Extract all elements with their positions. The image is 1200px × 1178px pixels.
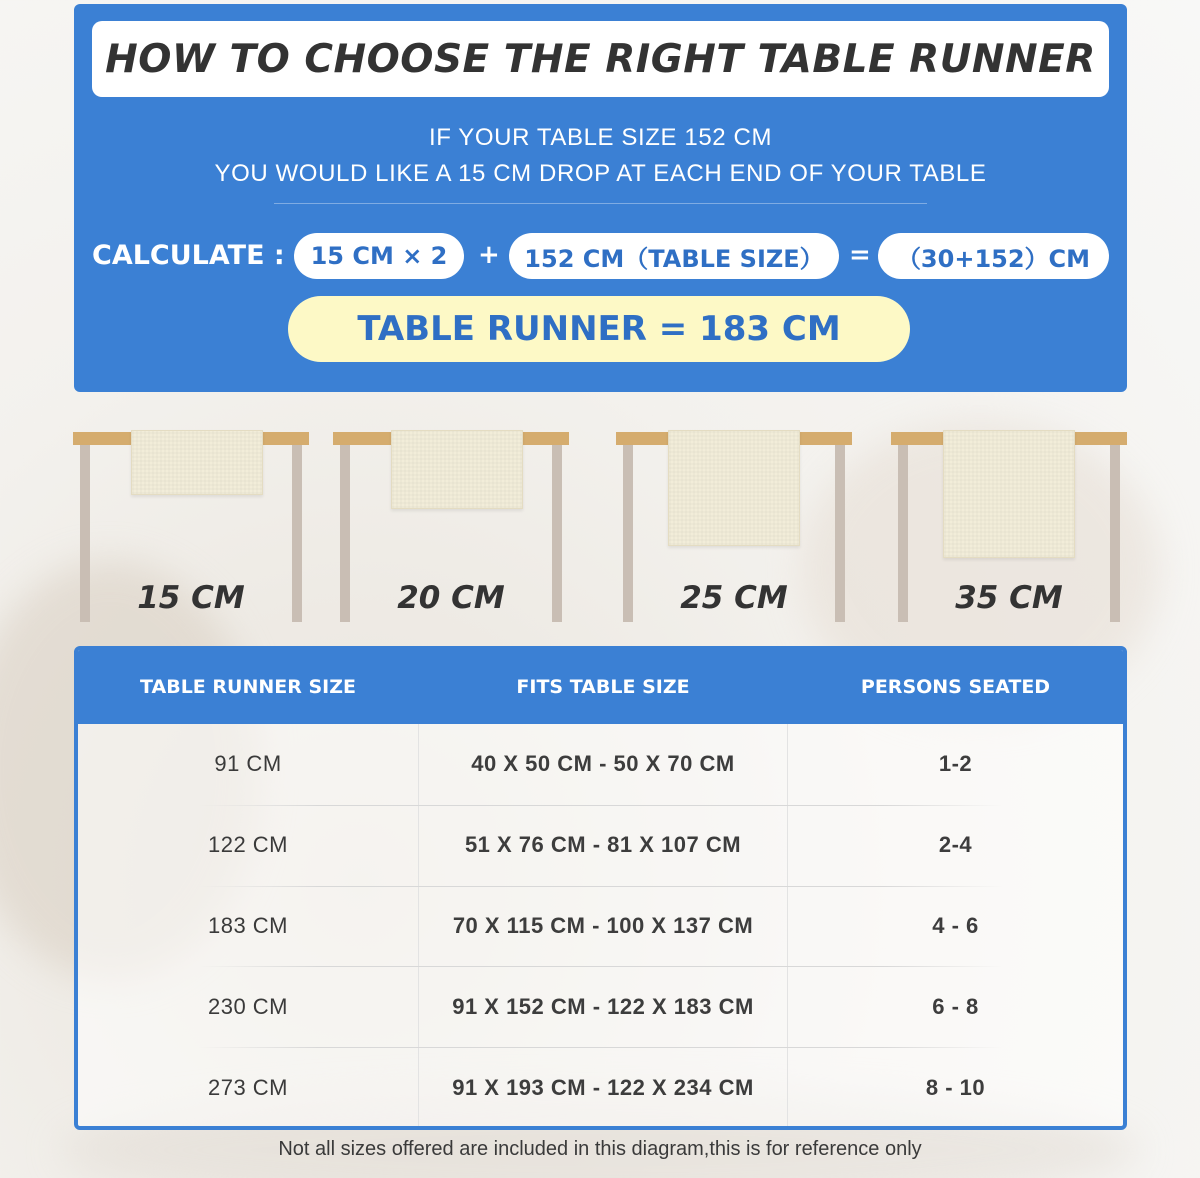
table-row [78, 966, 1123, 1047]
persons-cell: 6 - 8 [932, 993, 979, 1019]
header-runner-size: TABLE RUNNER SIZE [140, 676, 356, 698]
persons-cell: 1-2 [938, 751, 973, 777]
size-table [74, 646, 1127, 1130]
runner-drop [391, 430, 523, 509]
drop-label: 20 CM [397, 580, 505, 616]
drop-illustration-20 [333, 430, 569, 622]
header-fits-table-size: FITS TABLE SIZE [516, 676, 690, 698]
table-size-line: IF YOUR TABLE SIZE 152 CM [428, 124, 773, 151]
runner-drop [131, 430, 263, 495]
fits-size-cell: 91 X 152 CM - 122 X 183 CM [418, 966, 788, 1047]
persons-cell: 4 - 6 [932, 912, 979, 938]
runner-size-cell: 183 CM [207, 912, 289, 938]
persons-cell: 2-4 [938, 832, 973, 858]
result-pill: TABLE RUNNER = 183 CM [288, 296, 910, 362]
title-box [92, 21, 1109, 97]
header-persons-seated: PERSONS SEATED [860, 676, 1051, 698]
table-header [78, 650, 1123, 724]
sum-term-pill: （30+152）CM [878, 233, 1109, 279]
runner-size-cell: 91 CM [214, 751, 282, 777]
drop-illustration-25 [616, 430, 852, 622]
table-row [78, 886, 1123, 967]
drop-illustration-15 [73, 430, 309, 622]
runner-size-cell: 122 CM [207, 832, 289, 858]
fits-size-cell: 70 X 115 CM - 100 X 137 CM [418, 886, 788, 967]
table-row [78, 1047, 1123, 1128]
divider [274, 203, 927, 204]
fits-size-cell: 40 X 50 CM - 50 X 70 CM [418, 724, 788, 805]
fits-size-cell: 91 X 193 CM - 122 X 234 CM [418, 1047, 788, 1128]
persons-cell: 8 - 10 [925, 1074, 986, 1100]
drop-description-line: YOU WOULD LIKE A 15 CM DROP AT EACH END OF YOUR TABLE [214, 160, 987, 187]
drop-illustration-35 [891, 430, 1127, 622]
table-row [78, 724, 1123, 805]
drop-label: 15 CM [137, 580, 245, 616]
fits-size-cell: 51 X 76 CM - 81 X 107 CM [418, 805, 788, 886]
table-size-term-pill: 152 CM（TABLE SIZE） [509, 233, 839, 279]
reference-footnote: Not all sizes offered are included in this diagram,this is for reference only [278, 1138, 922, 1160]
runner-drop [668, 430, 800, 546]
drop-label: 35 CM [955, 580, 1063, 616]
runner-drop [943, 430, 1075, 558]
drop-term-pill: 15 CM × 2 [294, 233, 464, 279]
plus-sign: + [478, 240, 500, 270]
runner-size-cell: 273 CM [207, 1074, 289, 1100]
runner-size-cell: 230 CM [207, 993, 289, 1019]
calculate-label: CALCULATE : [92, 240, 285, 271]
table-row [78, 805, 1123, 886]
equals-sign: = [849, 240, 871, 270]
info-panel [74, 4, 1127, 392]
drop-label: 25 CM [680, 580, 788, 616]
page-title: HOW TO CHOOSE THE RIGHT TABLE RUNNER [105, 36, 1096, 82]
